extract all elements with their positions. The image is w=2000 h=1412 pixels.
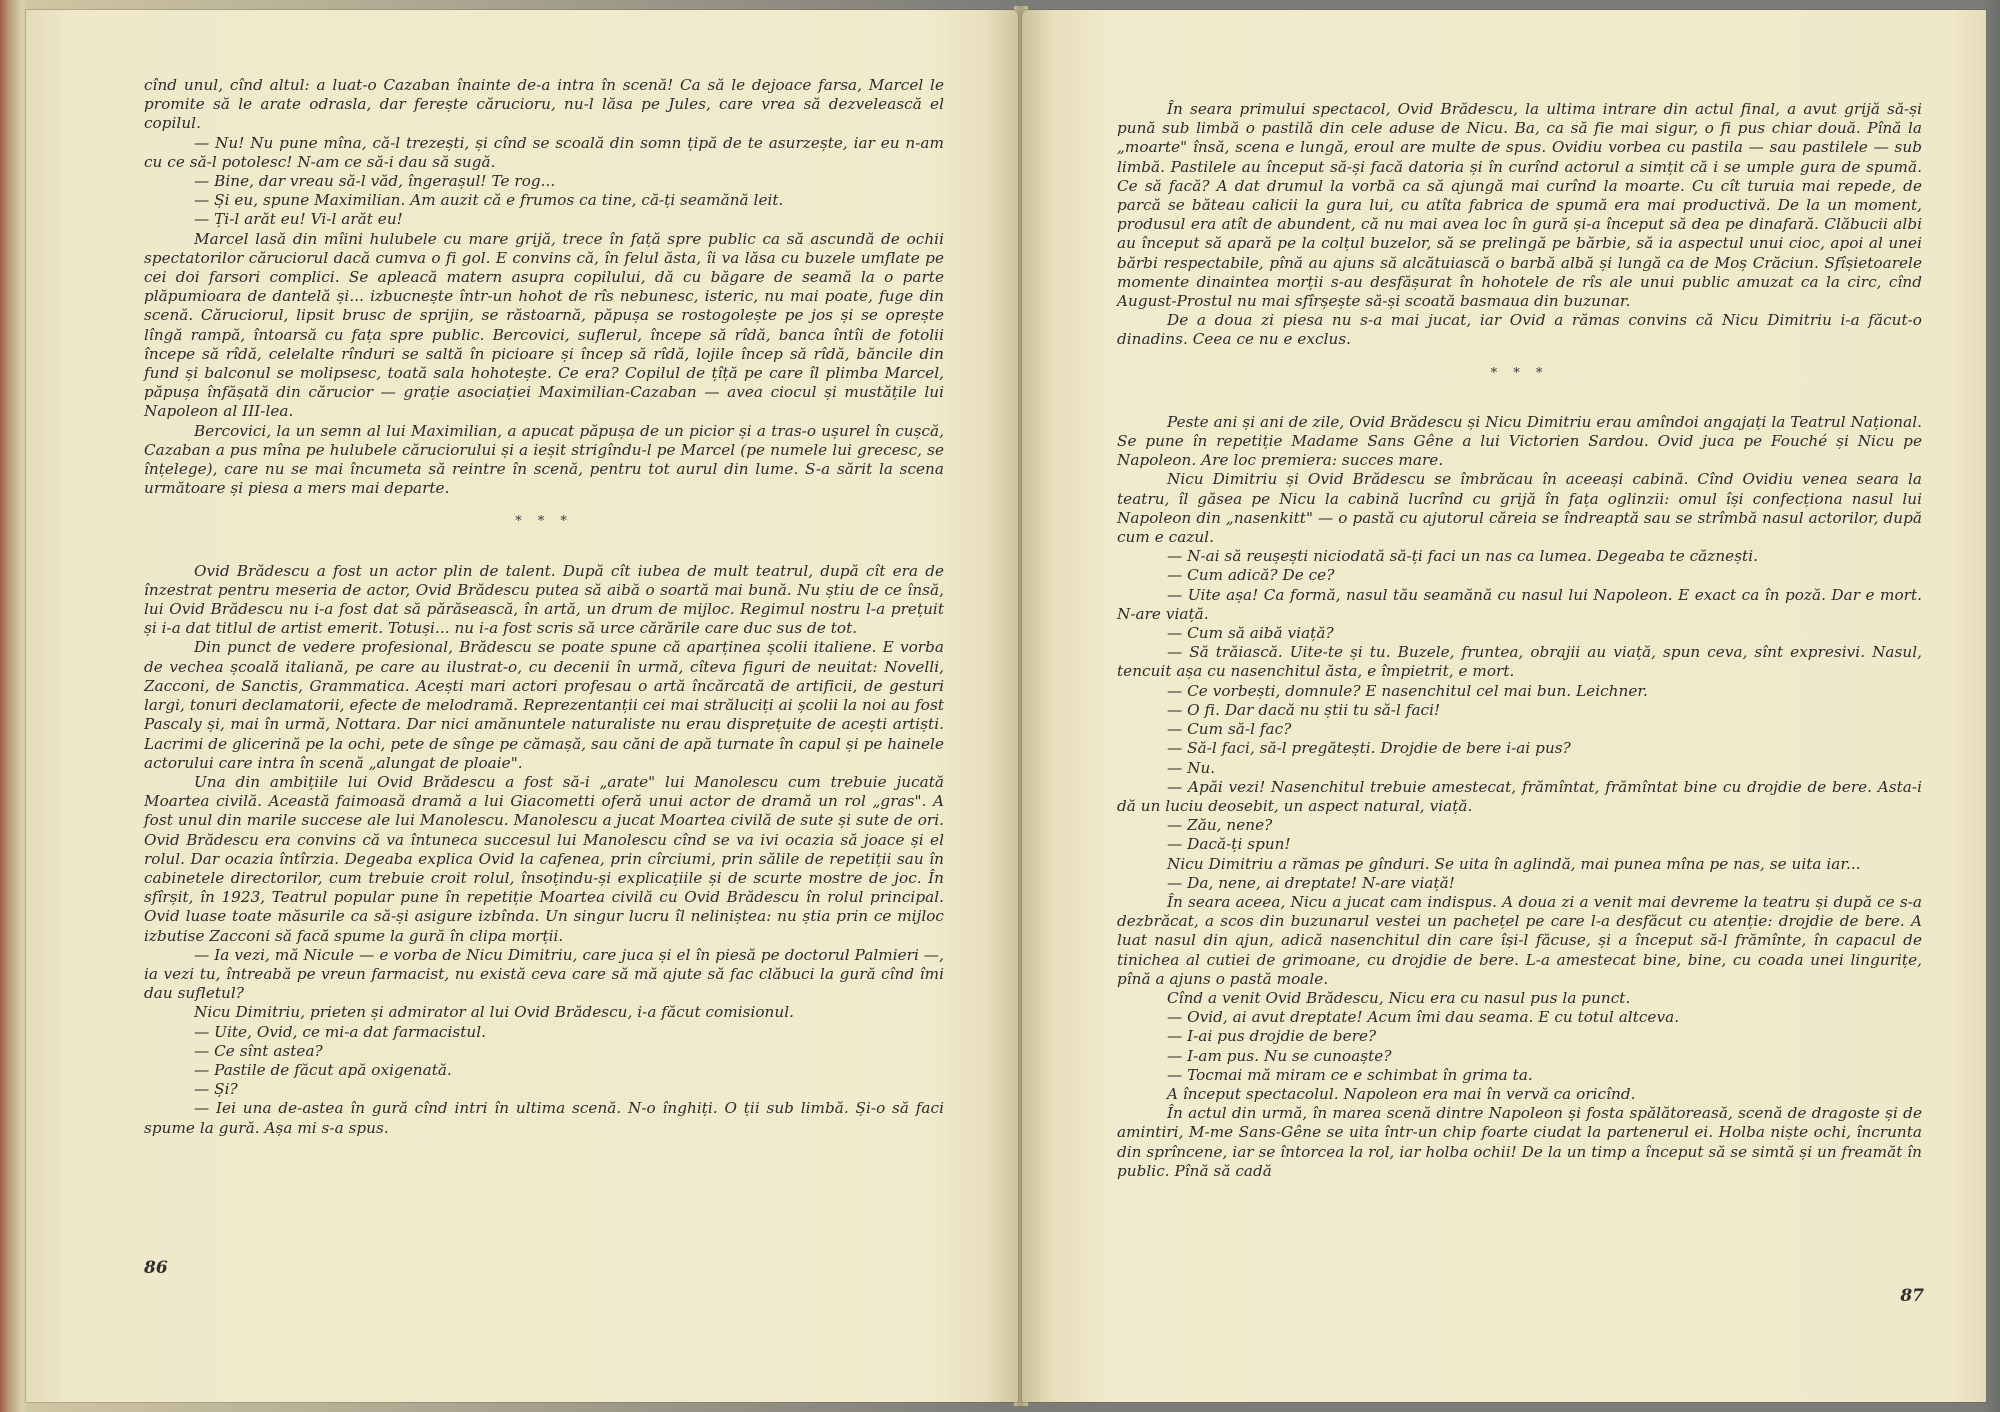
paragraph: Nicu Dimitriu a rămas pe gînduri. Se uita în aglindă, mai punea mîna pe nas, se uita iar... [1167, 854, 1861, 873]
paragraph: — Să trăiască. Uite-te și tu. Buzele, fruntea, obrajii au viață, spun ceva, sînt expresivi. Nasul, tencuit așa cu nasenchitul ăsta, e împietrit, e mort. [1117, 643, 1922, 681]
paragraph: — Dacă-ți spun! [1167, 835, 1291, 854]
paragraph: Cînd a venit Ovid Brădescu, Nicu era cu nasul pus la punct. [1167, 988, 1631, 1007]
paragraph: — Ia vezi, mă Nicule — e vorba de Nicu Dimitriu, care juca și el în piesă pe doctorul Palmieri —, ia vezi tu, întreabă pe vreun farmacist, nu există ceva care să mă ajute să fac clăbuci la gură cînd îmi dau sufletul? [144, 945, 944, 1003]
paragraph: Bercovici, la un semn al lui Maximilian, a apucat păpușa de un picior și a tras-o ușurel în cușcă, Cazaban a pus mîna pe hulubele căruciorului și a ieșit strigîndu-l pe Marcel (pe numele lui grecesc, se înțelege), care nu se mai încumeta să reintre în scenă, pentru tot aurul din lume. S-a sărit la scena următoare și piesa a mers mai departe. [144, 421, 944, 498]
paragraph: În seara primului spectacol, Ovid Brădescu, la ultima intrare din actul final, a avut grijă să-și pună sub limbă o pastilă din cele aduse de Nicu. Ba, ca să fie mai sigur, o fi pus chiar două. Pînă la „moarte" însă, scena e lungă, eroul are multe de spus. Ovidiu vorbea cu pastila — sau pastilele — sub limbă. Pastilele au început să-și facă datoria și în curînd actorul a simțit că i se umple gura de spumă. Ce să facă? A dat drumul la vorbă ca să ajungă mai curînd la moarte. Cu cît turuia mai repede, de parcă se băteau calicii la gura lui, cu atîta fabrica de spumă era mai productivă. De la un moment, produsul era atît de abundent, că nu mai avea loc în gură și-a început să dea pe dinafară. Clăbucii albi au început să apară pe la colțul buzelor, să se prelingă pe bărbie, să ia aspectul unui cioc, apoi al unei bărbi respectabile, pînă au ajuns să alcătuiască o barbă albă și lungă ca de Moș Crăciun. Sfîșietoarele momente dinaintea morții s-au desfășurat în hohotele de rîs ale unui public amuzat ca la circ, cînd August-Prostul nu mai sfîrșește să-și scoată basmaua din buzunar. [1117, 100, 1922, 311]
paragraph: În actul din urmă, în marea scenă dintre Napoleon și fosta spălătoreasă, scenă de dragoste și de amintiri, M-me Sans-Gêne se uita într-un chip foarte ciudat la partenerul ei. Holba niște ochi, încrunta din sprîncene, iar se întorcea la rol, iar holba ochii! De la un timp a început să se simtă și un freamăt în public. Pînă să cadă [1117, 1104, 1922, 1180]
paragraph: A început spectacolul. Napoleon era mai în vervă ca oricînd. [1167, 1084, 1636, 1103]
paragraph: — Ovid, ai avut dreptate! Acum îmi dau seama. E cu totul altceva. [1167, 1008, 1680, 1027]
paragraph: — Cum să-l fac? [1167, 720, 1292, 739]
page-number-left: 86 [144, 1258, 168, 1278]
paragraph: — Apăi vezi! Nasenchitul trebuie amestecat, frămîntat, frămîntat bine cu drojdie de bere. Asta-i dă un luciu deosebit, un aspect natural, viață. [1117, 777, 1922, 815]
paragraph: — Și eu, spune Maximilian. Am auzit că e frumos ca tine, că-ți seamănă leit. [194, 191, 784, 210]
paragraph: — I-ai pus drojdie de bere? [1167, 1027, 1377, 1046]
paragraph: — Cum să aibă viață? [1167, 624, 1334, 643]
right-page-text [1117, 100, 1922, 1181]
paragraph: — Uite așa! Ca formă, nasul tău seamănă cu nasul lui Napoleon. E exact ca în poză. Dar e mort. N-are viață. [1117, 585, 1922, 623]
paragraph: Nicu Dimitriu și Ovid Brădescu se îmbrăcau în aceeași cabină. Cînd Ovidiu venea seara la teatru, îl găsea pe Nicu la cabină lucrînd cu grijă în fața oglinzii: omul își confecționa nasul lui Napoleon din „nasenkitt" — o pastă cu ajutorul căreia se îndreaptă sau se strîmbă nasul actorilor, după cum e cazul. [1117, 470, 1922, 547]
paragraph: — Zău, nene? [1167, 816, 1273, 835]
paragraph: — Ți-l arăt eu! Vi-l arăt eu! [194, 210, 403, 229]
paragraph: Ovid Brădescu a fost un actor plin de talent. După cît iubea de mult teatrul, după cît era de înzestrat pentru meseria de actor, Ovid Brădescu putea să aibă o soartă mai bună. Nu știu de ce însă, lui Ovid Brădescu nu i-a fost dat să părăsească, în artă, un drum de mijloc. Regimul nostru l-a prețuit și i-a dat titlul de artist emerit. Totuși... nu i-a fost scris să urce cărările care duc sus de tot. [144, 561, 944, 638]
paragraph: — Nu. [1167, 758, 1216, 777]
paragraph: Una din ambițiile lui Ovid Brădescu a fost să-i „arate" lui Manolescu cum trebuie jucată Moartea civilă. Această faimoasă dramă a lui Giacometti oferă unui actor de dramă un rol „gras". A fost unul din marile succese ale lui Manolescu. Manolescu a jucat Moartea civilă de sute și sute de ori. Ovid Brădescu era convins că va întuneca succesul lui Manolescu cînd se va ivi ocazia să joace și el rolul. Dar ocazia întîrzia. Degeaba explica Ovid la cafenea, prin cîrciumi, prin sălile de repetiții sau în cabinetele directorilor, cum trebuie croit rolul, însoțindu-și explicațiile și de scurte mostre de joc. În sfîrșit, în 1923, Teatrul popular pune în repetiție Moartea civilă cu Ovid Brădescu în rolul principal. Ovid luase toate măsurile ca să-și asigure izbînda. Un singur lucru îl neliniștea: nu știa prin ce mijloc izbutise Zacconi să facă spume la gură în clipa morții. [144, 772, 944, 945]
paragraph: cînd unul, cînd altul: a luat-o Cazaban înainte de-a intra în scenă! Ca să le dejoace farsa, Marcel le promite să le arate odrasla, dar ferește cărucioru, nu-l lăsa pe Jules, care vrea să dezvelească el copilul. [144, 76, 944, 133]
paragraph: — Bine, dar vreau să-l văd, îngerașul! Te rog... [194, 172, 556, 191]
section-separator: * * * [1490, 365, 1549, 381]
paragraph: — Iei una de-astea în gură cînd intri în ultima scenă. N-o înghiți. O ții sub limbă. Și-o să faci spume la gură. Așa mi s-a spus. [144, 1099, 944, 1137]
paragraph: — Tocmai mă miram ce e schimbat în grima ta. [1167, 1065, 1533, 1084]
left-page [26, 10, 1018, 1402]
paragraph: De a doua zi piesa nu s-a mai jucat, iar Ovid a rămas convins că Nicu Dimitriu i-a făcut-o dinadins. Ceea ce nu e exclus. [1117, 311, 1922, 349]
paragraph: În seara aceea, Nicu a jucat cam indispus. A doua zi a venit mai devreme la teatru și după ce s-a dezbrăcat, a scos din buzunarul vestei un pachețel pe care l-a desfăcut cu atenție: drojdie de bere. A luat nasul din ajun, adică nasenchitul din care își-l făcuse, și a început să-l frămînte, în capacul de tinichea al cutiei de grimoane, cu drojdie de bere. L-a amestecat bine, bine, cu coada unei lingurițe, pînă a ajuns o pastă moale. [1117, 892, 1922, 988]
paragraph: Marcel lasă din mîini hulubele cu mare grijă, trece în față spre public ca să ascundă de ochii spectatorilor căruciorul dacă cumva o fi gol. E convins că, în felul ăsta, îi va lăsa cu buzele umflate pe cei doi farsori complici. Se apleacă matern asupra copilului, dă cu băgare de seamă la o parte plăpumioara de dantelă și... izbucnește într-un hohot de rîs nebunesc, isteric, nu mai poate, fuge din scenă. Căruciorul, lipsit brusc de sprijin, se răstoarnă, păpușa se rostogolește pe jos și se oprește lîngă rampă, întoarsă cu fața spre public. Bercovici, suflerul, începe să rîdă, banca întîi de fotolii începe să rîdă, celelalte rînduri se saltă în picioare și încep să rîdă, lojile încep să rîdă, băncile din fund și balconul se molipsesc, toată sala hohotește. Ce era? Copilul de țîță pe care îl plimba Marcel, păpușa înfășată din cărucior — grație asociației Maximilian-Cazaban — avea ciocul și mustățile lui Napoleon al III-lea. [144, 229, 944, 421]
paragraph: — Pastile de făcut apă oxigenată. [194, 1060, 452, 1079]
left-page-text [144, 76, 944, 1138]
paragraph: — N-ai să reușești niciodată să-ți faci un nas ca lumea. Degeaba te căznești. [1167, 547, 1758, 566]
page-number-right: 87 [1900, 1286, 1924, 1306]
paragraph: — Și? [194, 1080, 238, 1099]
paragraph: — Ce vorbești, domnule? E nasenchitul cel mai bun. Leichner. [1167, 681, 1648, 700]
paragraph: — I-am pus. Nu se cunoaște? [1167, 1046, 1392, 1065]
paragraph: Din punct de vedere profesional, Brădescu se poate spune că aparținea școlii italiene. E vorba de vechea școală italiană, pe care au ilustrat-o, cu decenii în urmă, cîteva figuri de neuitat: Novelli, Zacconi, de Sanctis, Grammatica. Acești mari actori profesau o artă încărcată de artificii, de gesturi largi, tonuri declamatorii, efecte de melodramă. Reprezentanții cei mai străluciți ai școlii la noi au fost Pascaly și, mai în urmă, Nottara. Dar nici amănuntele naturaliste nu erau disprețuite de acești artiști. Lacrimi de glicerină pe la ochi, pete de sînge pe cămașă, sau căni de apă turnate în capul și pe hainele actorului care intra în scenă „alungat de ploaie". [144, 638, 944, 772]
section-separator: * * * [515, 514, 573, 530]
paragraph: — Nu! Nu pune mîna, că-l trezești, și cînd se scoală din somn țipă de te asurzește, iar eu n-am cu ce să-l potolesc! N-am ce să-i dau să sugă. [144, 133, 944, 171]
paragraph: — O fi. Dar dacă nu știi tu să-l faci! [1167, 700, 1441, 719]
paragraph: — Cum adică? De ce? [1167, 566, 1335, 585]
paragraph: Nicu Dimitriu, prieten și admirator al lui Ovid Brădescu, i-a făcut comisionul. [194, 1003, 794, 1022]
paragraph: Peste ani și ani de zile, Ovid Brădescu și Nicu Dimitriu erau amîndoi angajați la Teatrul Național. Se pune în repetiție Madame Sans Gêne a lui Victorien Sardou. Ovid juca pe Fouché și Nicu pe Napoleon. Are loc premiera: succes mare. [1117, 412, 1922, 470]
right-page [1022, 10, 1986, 1402]
paragraph: — Să-l faci, să-l pregătești. Drojdie de bere i-ai pus? [1167, 739, 1571, 758]
paragraph: — Da, nene, ai dreptate! N-are viață! [1167, 873, 1455, 892]
paragraph: — Uite, Ovid, ce mi-a dat farmacistul. [194, 1022, 487, 1041]
paragraph: — Ce sînt astea? [194, 1041, 323, 1060]
